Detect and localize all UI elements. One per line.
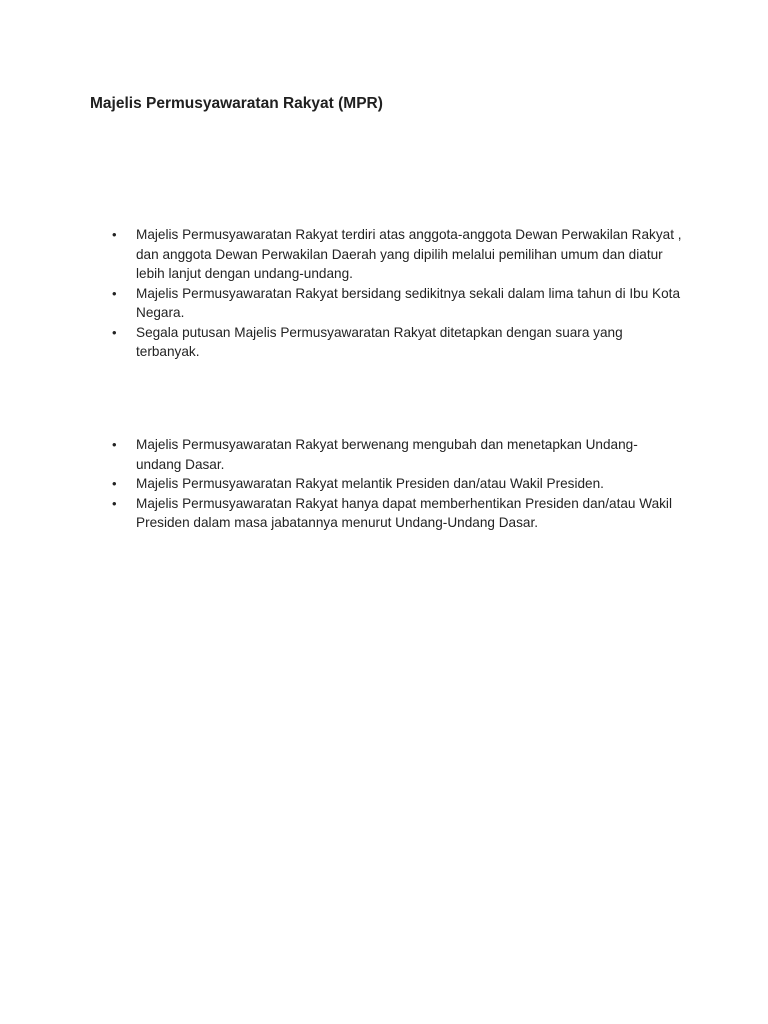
duties-list-authority — [107, 435, 682, 533]
list-item — [107, 323, 682, 362]
list-item-text: Majelis Permusyawaratan Rakyat berwenang mengubah dan menetapkan Undang-undang Dasar. — [136, 437, 638, 472]
bullet-icon: • — [112, 495, 117, 511]
list-item — [107, 284, 682, 323]
document-title: Majelis Permusyawaratan Rakyat (MPR) — [90, 95, 383, 112]
bullet-icon: • — [112, 227, 117, 242]
list-item-text: Majelis Permusyawaratan Rakyat melantik Presiden dan/atau Wakil Presiden. — [136, 476, 604, 491]
list-item-text: Majelis Permusyawaratan Rakyat bersidang sedikitnya sekali dalam lima tahun di Ibu Kota Negara. — [136, 285, 681, 320]
list-item-text: Majelis Permusyawaratan Rakyat hanya dapat memberhentikan Presiden dan/atau Wakil Presiden dalam masa jabatannya menurut Undang-Undang Dasar. — [136, 495, 672, 530]
list-item — [107, 474, 682, 494]
bullet-icon: • — [112, 437, 117, 452]
list-item-text: Segala putusan Majelis Permusyawaratan Rakyat ditetapkan dengan suara yang terbanyak. — [136, 324, 623, 359]
bullet-icon: • — [112, 324, 117, 340]
list-item — [107, 225, 682, 284]
list-item-text: Majelis Permusyawaratan Rakyat terdiri atas anggota-anggota Dewan Perwakilan Rakyat , dan anggota Dewan Perwakilan Daerah yang dipilih melalui pemilihan umum dan diatur lebih lanjut dengan undang-undang. — [136, 227, 682, 281]
list-item — [107, 494, 682, 533]
bullet-icon: • — [112, 285, 117, 301]
duties-list-membership — [107, 225, 682, 362]
bullet-icon: • — [112, 476, 117, 491]
list-item — [107, 435, 682, 474]
